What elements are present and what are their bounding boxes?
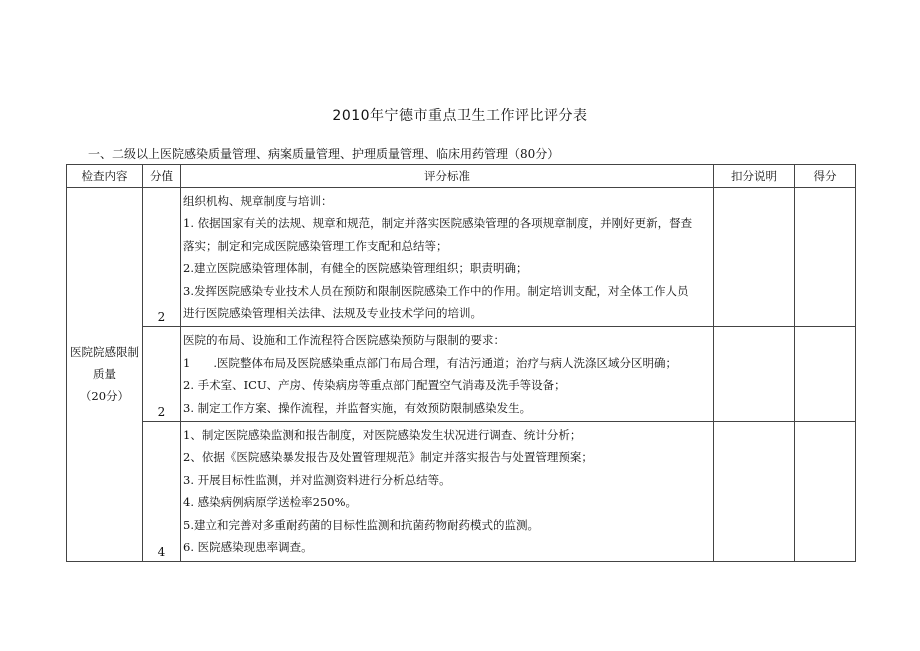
criteria-line: 2. 手术室、ICU、产房、传染病房等重点部门配置空气消毒及洗手等设备； <box>183 378 566 393</box>
header-deduction: 扣分说明 <box>714 165 795 188</box>
criteria-line: 1. 依据国家有关的法规、规章和规范，制定并落实医院感染管理的各项规章制度，并刚好更新，督查 <box>183 216 693 231</box>
table-header-row <box>67 165 856 188</box>
deduction-cell[interactable] <box>714 188 795 327</box>
criteria-line: 6. 医院感染现患率调查。 <box>183 540 313 555</box>
criteria-cell <box>181 327 714 422</box>
header-score: 分值 <box>143 165 181 188</box>
criteria-line: 3.发挥医院感染专业技术人员在预防和限制医院感染工作中的作用。制定培训支配，对全体工作人员 <box>183 283 689 298</box>
points-cell[interactable] <box>795 327 856 422</box>
section-heading: 一、二级以上医院感染质量管理、病案质量管理、护理质量管理、临床用药管理（80分） <box>88 147 560 161</box>
score-cell: 4 <box>143 422 181 561</box>
criteria-line: 医院的布局、设施和工作流程符合医院感染预防与限制的要求： <box>183 333 505 348</box>
header-points: 得分 <box>795 165 856 188</box>
deduction-cell[interactable] <box>714 327 795 422</box>
points-cell[interactable] <box>795 188 856 327</box>
criteria-line: 组织机构、规章制度与培训： <box>183 194 333 208</box>
criteria-line: 4. 感染病例病原学送检率250%。 <box>183 495 358 510</box>
criteria-line: 3. 制定工作方案、操作流程，并监督实施，有效预防限制感染发生。 <box>183 400 532 415</box>
category-line: 质量 <box>93 367 116 382</box>
criteria-line: 2、依据《医院感染暴发报告及处置管理规范》制定并落实报告与处置管理预案； <box>183 450 593 465</box>
header-criteria: 评分标准 <box>181 165 714 188</box>
criteria-line: 落实；制定和完成医院感染管理工作支配和总结等； <box>183 238 448 253</box>
criteria-line: 3. 开展目标性监测，并对监测资料进行分析总结等。 <box>183 472 451 487</box>
criteria-line: 1 .医院整体布局及医院感染重点部门布局合理，有洁污通道；治疗与病人洗涤区域分区明确； <box>183 355 677 370</box>
criteria-line: 5.建立和完善对多重耐药菌的目标性监测和抗菌药物耐药模式的监测。 <box>183 517 539 532</box>
category-line: 医院院感限制 <box>70 345 139 360</box>
category-line: （20分） <box>79 389 130 404</box>
score-cell: 2 <box>143 188 181 327</box>
points-cell[interactable] <box>795 422 856 561</box>
criteria-cell <box>181 422 714 561</box>
deduction-cell[interactable] <box>714 422 795 561</box>
header-item: 检查内容 <box>67 165 143 188</box>
score-cell: 2 <box>143 327 181 422</box>
criteria-line: 2.建立医院感染管理体制，有健全的医院感染管理组织；职责明确； <box>183 261 528 276</box>
criteria-line: 进行医院感染管理相关法律、法规及专业技术学问的培训。 <box>183 306 482 321</box>
table-row <box>67 188 856 327</box>
table-row <box>67 422 856 561</box>
document-title: 2010年宁德市重点卫生工作评比评分表 <box>332 108 588 124</box>
criteria-cell <box>181 188 714 327</box>
category-cell <box>67 188 143 562</box>
table-row <box>67 327 856 422</box>
scoring-table <box>66 164 856 562</box>
criteria-line: 1、制定医院感染监测和报告制度，对医院感染发生状况进行调查、统计分析； <box>183 428 582 443</box>
